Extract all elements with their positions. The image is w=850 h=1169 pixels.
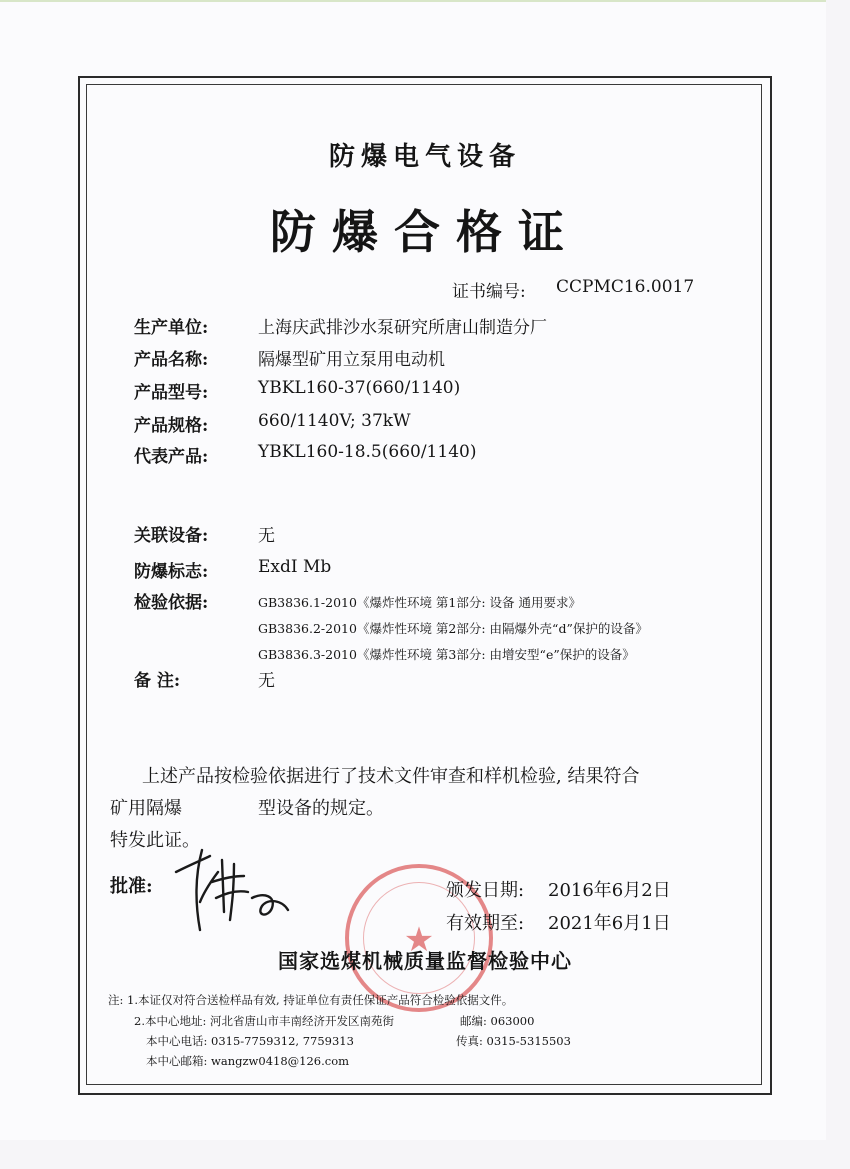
issue-date-value: 2016年6月2日 bbox=[548, 880, 671, 901]
top-edge-line bbox=[0, 0, 826, 2]
ex-mark-value: ExdI Mb bbox=[258, 557, 332, 577]
product-name-value: 隔爆型矿用立泵用电动机 bbox=[258, 350, 445, 370]
standard-item: GB3836.1-2010《爆炸性环境 第1部分: 设备 通用要求》 bbox=[258, 595, 582, 610]
note-address: 2.本中心地址: 河北省唐山市丰南经济开发区南苑街 bbox=[134, 1014, 394, 1028]
issuing-center-name: 国家选煤机械质量监督检验中心 bbox=[278, 949, 572, 973]
ex-mark-label: 防爆标志: bbox=[134, 562, 209, 582]
rep-product-label: 代表产品: bbox=[134, 447, 209, 467]
issue-date-label: 颁发日期: bbox=[446, 880, 525, 901]
statement-line-1: 上述产品按检验依据进行了技术文件审查和样机检验, 结果符合 bbox=[142, 766, 640, 787]
signature-image bbox=[172, 842, 292, 937]
note-phone: 本中心电话: 0315-7759312, 7759313 bbox=[146, 1034, 354, 1048]
statement-line-2b: 型设备的规定。 bbox=[258, 798, 384, 819]
statement-line-3: 特发此证。 bbox=[110, 830, 200, 851]
spec-value: 660/1140V; 37kW bbox=[258, 411, 411, 431]
cert-number-label: 证书编号: bbox=[452, 282, 526, 302]
approve-label: 批准: bbox=[110, 876, 153, 897]
spec-label: 产品规格: bbox=[134, 416, 209, 436]
note-fax: 传真: 0315-5315503 bbox=[456, 1034, 571, 1048]
note-postcode: 邮编: 063000 bbox=[460, 1014, 535, 1028]
valid-until-value: 2021年6月1日 bbox=[548, 913, 671, 934]
product-name-label: 产品名称: bbox=[134, 350, 209, 370]
certificate-subtitle: 防爆电气设备 bbox=[328, 142, 521, 172]
assoc-equipment-label: 关联设备: bbox=[134, 526, 209, 546]
model-label: 产品型号: bbox=[134, 383, 209, 403]
rep-product-value: YBKL160-18.5(660/1140) bbox=[258, 442, 477, 462]
remark-value: 无 bbox=[258, 671, 275, 691]
note-email: 本中心邮箱: wangzw0418@126.com bbox=[146, 1054, 350, 1068]
assoc-equipment-value: 无 bbox=[258, 526, 275, 546]
standard-item: GB3836.3-2010《爆炸性环境 第3部分: 由增安型“e”保护的设备》 bbox=[258, 647, 635, 662]
cert-number: CCPMC16.0017 bbox=[556, 277, 695, 297]
statement-line-2a: 矿用隔爆 bbox=[110, 798, 182, 819]
standard-item: GB3836.2-2010《爆炸性环境 第2部分: 由隔爆外壳“d”保护的设备》 bbox=[258, 621, 648, 636]
note-line-1: 注: 1.本证仅对符合送检样品有效, 持证单位有责任保证产品符合检验依据文件。 bbox=[108, 993, 514, 1007]
model-value: YBKL160-37(660/1140) bbox=[258, 378, 461, 398]
valid-until-label: 有效期至: bbox=[446, 913, 525, 934]
manufacturer-label: 生产单位: bbox=[134, 318, 209, 338]
seal-star-icon: ★ bbox=[403, 920, 435, 960]
remark-label: 备 注: bbox=[134, 671, 181, 691]
basis-label: 检验依据: bbox=[134, 593, 209, 613]
manufacturer-value: 上海庆武排沙水泵研究所唐山制造分厂 bbox=[258, 318, 547, 338]
certificate-title: 防爆合格证 bbox=[270, 205, 580, 259]
